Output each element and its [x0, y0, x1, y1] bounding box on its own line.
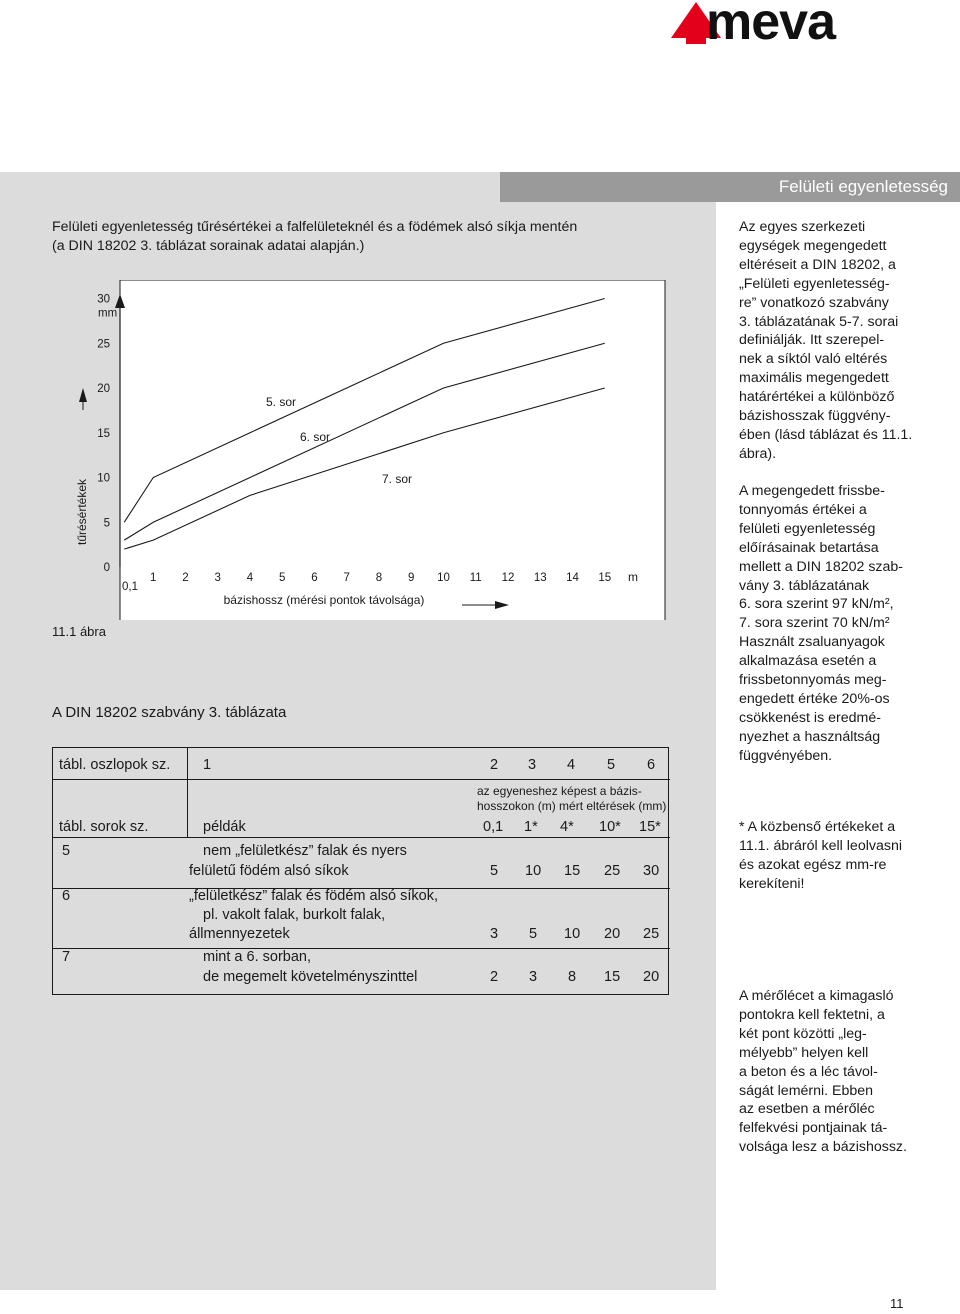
y-tick-label: 30	[97, 293, 110, 306]
table-row-number: 7	[62, 949, 71, 965]
sidebar-line: ságát lemérni. Ebben	[739, 1082, 874, 1099]
table-row-number: 6	[62, 888, 71, 904]
logo-text: meva	[706, 0, 835, 51]
table-cell: 5	[529, 926, 538, 942]
sidebar-paragraph-3	[739, 818, 939, 894]
x-tick-label: 1	[150, 572, 157, 584]
table-cell: 2	[490, 969, 499, 985]
y-tick-label: 25	[97, 338, 110, 351]
table-cell: 3	[490, 926, 499, 942]
sidebar-line: „Felületi egyenletesség-	[739, 275, 890, 292]
series-label: 7. sor	[382, 472, 413, 486]
sidebar-line: ábra).	[739, 445, 777, 462]
sidebar-line: kerekíteni!	[739, 875, 805, 892]
sidebar-line: ében (lásd táblázat és 11.1.	[739, 426, 913, 443]
sidebar-line: * A közbenső értékeket a	[739, 819, 896, 835]
base-length: 10*	[599, 819, 621, 835]
table-cell: 10	[564, 926, 581, 942]
series-label: 6. sor	[300, 430, 331, 444]
y-tick-label: 0	[103, 562, 110, 574]
sidebar-line: vány 3. táblázatának	[739, 577, 870, 594]
x-tick-label: 6	[311, 572, 318, 584]
y-tick-label: 10	[97, 472, 110, 485]
table-cell: 5	[490, 863, 499, 879]
sidebar-paragraph-1	[739, 218, 939, 464]
deviation-note-line-2: hosszokon (m) mért eltérések (mm)	[477, 799, 667, 813]
sidebar-line: és azokat egész mm-re	[739, 856, 887, 873]
col-header-label: tábl. oszlopok sz.	[59, 757, 171, 773]
table-row-desc: „felületkész” falak és födém alsó síkok,	[189, 888, 439, 904]
table-divider	[53, 779, 670, 780]
sidebar-line: az esetben a mérőléc	[739, 1101, 875, 1118]
sidebar-line: 3. táblázatának 5-7. sorai	[739, 313, 899, 330]
col-number: 2	[490, 757, 499, 773]
sidebar-line: A mérőlécet a kimagasló	[739, 988, 894, 1004]
x-tick-label: 13	[533, 572, 547, 584]
sidebar-line: nek a síktól való eltérés	[739, 351, 888, 368]
sidebar-line: alkalmazása esetén a	[739, 653, 877, 670]
sidebar-line: bázishosszak függvény-	[739, 408, 891, 425]
table-row-desc: de megemelt követelményszinttel	[203, 969, 418, 985]
x-unit-label: m	[628, 570, 638, 584]
sidebar-line: Az egyes szerkezeti	[739, 219, 866, 235]
plot-area	[120, 280, 665, 620]
x-tick-label: 4	[246, 572, 254, 584]
figure-label: 11.1 ábra	[52, 624, 106, 639]
x-tick-label: 15	[598, 572, 612, 584]
table-divider	[53, 837, 670, 838]
sidebar-line: maximális megengedett	[739, 370, 889, 387]
x-tick-label: 14	[566, 572, 579, 584]
sidebar-line: tonnyomás értékei a	[739, 501, 867, 518]
col-number: 5	[607, 757, 616, 773]
x-tick-label: 9	[408, 572, 415, 584]
sidebar-line: csökkenést is eredmé-	[739, 709, 881, 726]
sidebar-line: függvényében.	[739, 747, 833, 764]
intro-line-1: Felületi egyenletesség tűrésértékei a falfelületeknél és a födémek alsó síkja mentén	[52, 219, 578, 235]
x-tick-label: 7	[343, 572, 350, 584]
base-length: 4*	[560, 819, 574, 835]
base-length: 15*	[639, 819, 661, 835]
table-cell: 20	[604, 926, 621, 942]
sidebar-line: A megengedett frissbe-	[739, 483, 885, 499]
table-row-desc: pl. vakolt falak, burkolt falak,	[203, 907, 386, 923]
table-cell: 25	[643, 926, 660, 942]
x-tick-label: 8	[375, 572, 383, 584]
table-row-number: 5	[62, 843, 71, 859]
y-tick-label: 5	[103, 517, 110, 530]
y-tick-label: 20	[97, 383, 110, 395]
sidebar-line: felületi egyenletesség	[739, 520, 876, 537]
table-divider	[187, 748, 188, 837]
table-cell: 25	[604, 863, 621, 879]
table-row-desc: mint a 6. sorban,	[203, 949, 311, 965]
y-axis-indicator-arrow-icon	[79, 388, 87, 402]
sidebar-line: re” vonatkozó szabvány	[739, 294, 889, 311]
sidebar-line: 7. sora szerint 70 kN/m²	[739, 615, 890, 632]
sidebar-line: két pont közötti „leg-	[739, 1025, 867, 1042]
table-cell: 15	[564, 863, 581, 879]
sidebar-line: 6. sora szerint 97 kN/m²,	[739, 596, 894, 613]
sidebar-paragraph-2	[739, 482, 939, 766]
sidebar-line: mellett a DIN 18202 szab-	[739, 558, 904, 575]
sidebar-line: 11.1. ábráról kell leolvasni	[739, 837, 902, 854]
x-tick-label: 3	[214, 572, 221, 584]
section-header: Felületi egyenletesség	[500, 172, 960, 202]
sidebar-line: frissbetonnyomás meg-	[739, 672, 887, 689]
table-cell: 20	[643, 969, 660, 985]
table-row-desc: felületű födém alsó síkok	[189, 863, 349, 879]
x-tick-label: 11	[469, 572, 482, 584]
sidebar-line: mélyebb” helyen kell	[739, 1044, 869, 1061]
sidebar-line: egységek megengedett	[739, 237, 887, 254]
sidebar-line: Használt zsaluanyagok	[739, 634, 885, 651]
sidebar-line: előírásainak betartása	[739, 539, 879, 556]
sidebar-line: definiálják. Itt szerepel-	[739, 332, 885, 349]
table-row-desc: állmennyezetek	[189, 926, 290, 942]
x-tick-label: 10	[437, 572, 450, 584]
tolerance-chart	[0, 280, 700, 620]
sidebar-line: pontokra kell fektetni, a	[739, 1006, 885, 1023]
series-label: 5. sor	[266, 395, 297, 409]
y-axis-title: tűrésértékek	[75, 478, 89, 546]
x-tick-label: 2	[182, 572, 189, 584]
intro-line-2: (a DIN 18202 3. táblázat sorainak adatai alapján.)	[52, 238, 365, 254]
sidebar-line: volsága lesz a bázishossz.	[739, 1139, 907, 1156]
table-cell: 10	[525, 863, 542, 879]
col-number: 3	[528, 757, 537, 773]
examples-label: példák	[203, 819, 246, 835]
x-tick-label: 12	[501, 572, 515, 584]
col-number: 1	[203, 757, 212, 773]
deviation-note-line-1: az egyeneshez képest a bázis-	[477, 784, 642, 798]
table-title: A DIN 18202 szabvány 3. táblázata	[52, 704, 287, 721]
row-header-label: tábl. sorok sz.	[59, 819, 149, 835]
sidebar-line: a beton és a léc távol-	[739, 1063, 878, 1080]
y-unit-label: mm	[98, 307, 118, 320]
din-table	[52, 747, 669, 995]
sidebar-line: felfekvési pontjainak tá-	[739, 1120, 888, 1137]
table-row-desc: nem „felületkész” falak és nyers	[203, 843, 407, 859]
x-axis-title: bázishossz (mérési pontok távolsága)	[223, 593, 425, 607]
sidebar-line: engedett értéke 20%-os	[739, 690, 890, 707]
base-length: 1*	[524, 819, 538, 835]
table-cell: 3	[529, 969, 538, 985]
page-number: 11	[890, 1296, 904, 1311]
table-cell: 8	[568, 969, 577, 985]
x-tick-label: 5	[279, 572, 286, 584]
col-number: 4	[567, 757, 576, 773]
sidebar-line: határértékei a különböző	[739, 389, 895, 406]
table-divider	[53, 948, 670, 949]
base-length: 0,1	[483, 819, 504, 835]
sidebar-line: nyezhet a használtság	[739, 728, 881, 745]
sidebar-paragraph-4	[739, 987, 939, 1157]
x-tick-label: 0,1	[122, 581, 138, 593]
intro-text	[52, 218, 692, 256]
chart-frame	[79, 280, 665, 620]
col-number: 6	[647, 757, 656, 773]
table-cell: 15	[604, 969, 621, 985]
table-cell: 30	[643, 863, 660, 879]
y-tick-label: 15	[97, 427, 110, 440]
sidebar-line: eltéréseit a DIN 18202, a	[739, 256, 896, 273]
